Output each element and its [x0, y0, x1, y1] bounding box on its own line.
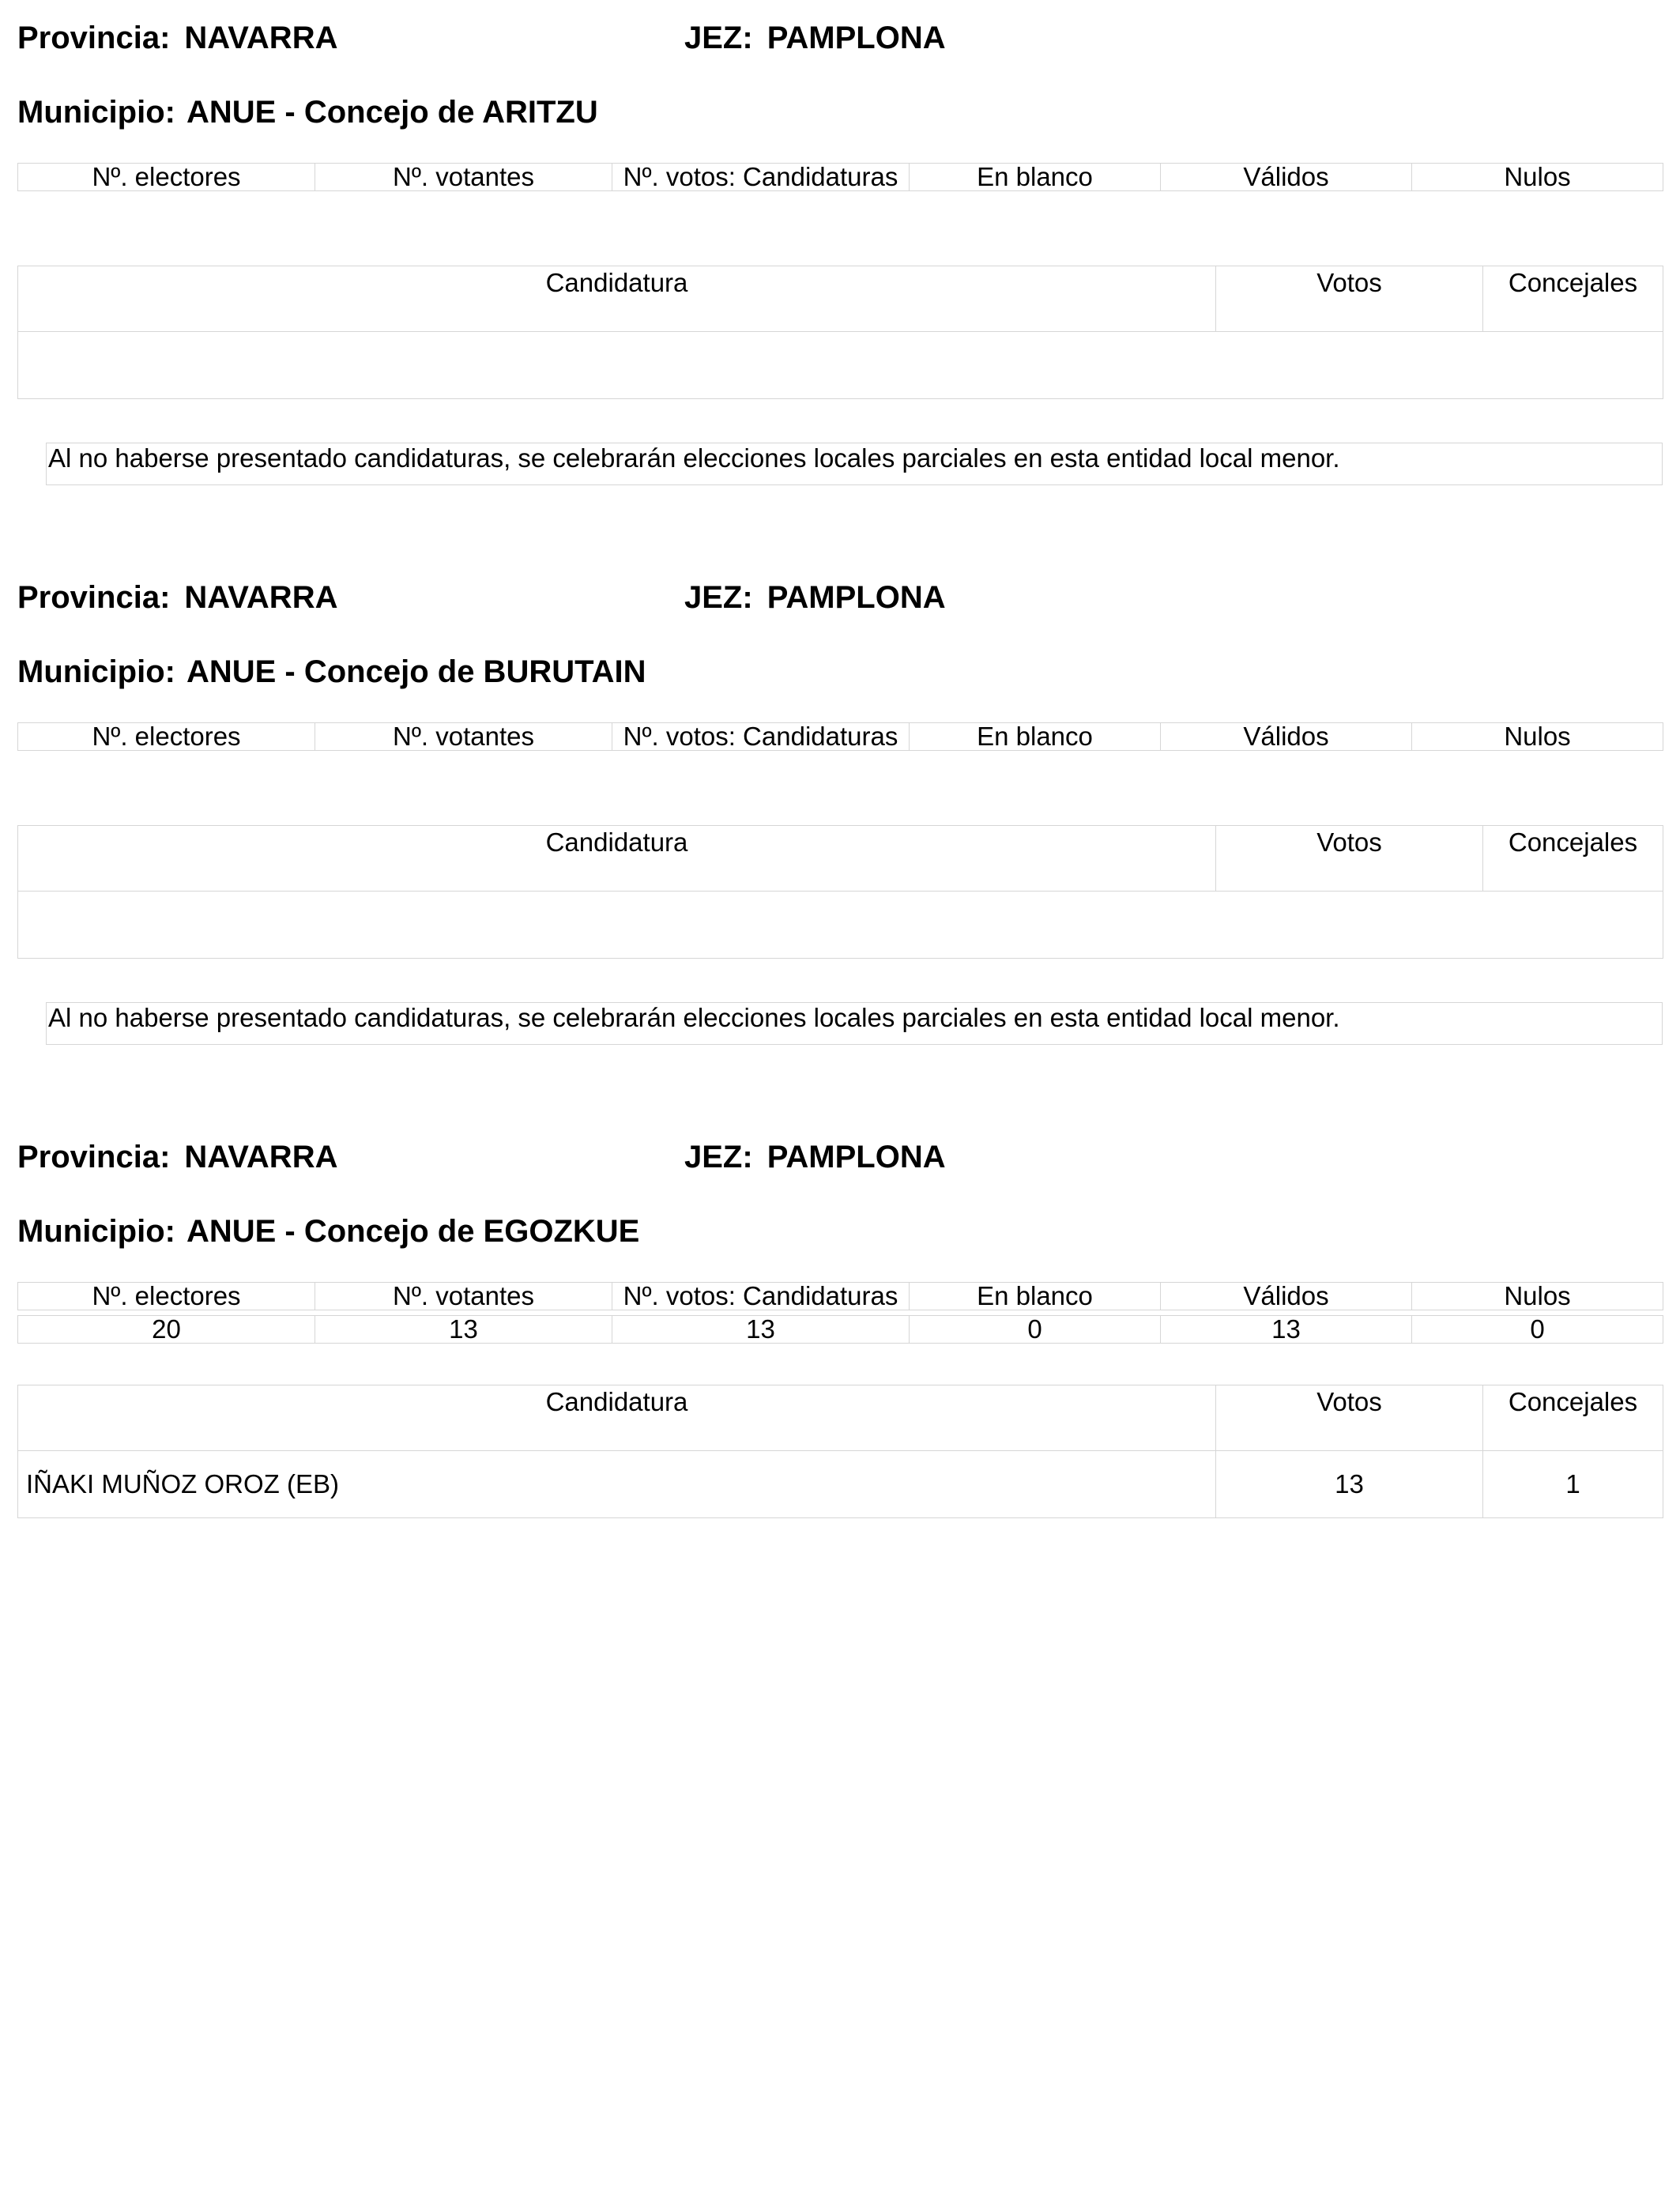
provincia-value: NAVARRA [184, 580, 338, 615]
stats-values-table [17, 1315, 1663, 1344]
provincia-label: Provincia: [17, 580, 171, 615]
provincia-label: Provincia: [17, 21, 171, 55]
candidatura-header: Candidatura [18, 1385, 1216, 1451]
no-candidatures-note: Al no haberse presentado candidaturas, se celebrarán elecciones locales parciales en esta entidad local menor. [46, 1002, 1663, 1045]
municipio-header [17, 96, 598, 128]
candidatura-header-row [18, 266, 1663, 332]
stat-header-votantes: Nº. votantes [315, 164, 612, 191]
municipio-header [17, 656, 646, 688]
jez-header [684, 22, 946, 54]
stat-value-votos-candidaturas: 13 [612, 1316, 910, 1344]
stat-value-nulos: 0 [1412, 1316, 1663, 1344]
jez-header [684, 1141, 946, 1173]
jez-label: JEZ: [684, 1140, 753, 1174]
candidatura-header-row [18, 1385, 1663, 1451]
empty-candidatura-row [18, 892, 1663, 959]
provincia-value: NAVARRA [184, 21, 338, 55]
candidatura-header: Candidatura [18, 266, 1216, 332]
stat-header-electores: Nº. electores [18, 164, 315, 191]
provincia-header [17, 22, 337, 54]
municipio-value: ANUE - Concejo de BURUTAIN [186, 654, 646, 689]
section-egozkue [0, 1119, 1680, 1672]
stat-value-validos: 13 [1161, 1316, 1412, 1344]
section-aritzu [0, 0, 1680, 553]
provincia-label: Provincia: [17, 1140, 171, 1174]
candidate-concejales: 1 [1483, 1451, 1663, 1518]
stat-header-votos-candidaturas: Nº. votos: Candidaturas [612, 723, 910, 751]
stat-header-nulos: Nulos [1412, 723, 1663, 751]
stats-header-table [17, 163, 1663, 191]
votos-header: Votos [1216, 266, 1483, 332]
stat-value-electores: 20 [18, 1316, 315, 1344]
stat-header-nulos: Nulos [1412, 164, 1663, 191]
candidatura-row [18, 1451, 1663, 1518]
provincia-header [17, 582, 337, 613]
stat-header-votantes: Nº. votantes [315, 723, 612, 751]
stat-header-votos-candidaturas: Nº. votos: Candidaturas [612, 1283, 910, 1310]
stats-header-row [18, 1283, 1663, 1310]
provincia-value: NAVARRA [184, 1140, 338, 1174]
candidatura-table [17, 266, 1663, 399]
municipio-value: ANUE - Concejo de EGOZKUE [186, 1214, 640, 1249]
jez-value: PAMPLONA [767, 21, 946, 55]
stat-header-votantes: Nº. votantes [315, 1283, 612, 1310]
jez-value: PAMPLONA [767, 580, 946, 615]
section-burutain [0, 560, 1680, 1113]
stat-header-electores: Nº. electores [18, 1283, 315, 1310]
empty-cell [18, 332, 1663, 399]
candidate-votos: 13 [1216, 1451, 1483, 1518]
concejales-header: Concejales [1483, 266, 1663, 332]
votos-header: Votos [1216, 826, 1483, 892]
stat-header-nulos: Nulos [1412, 1283, 1663, 1310]
jez-label: JEZ: [684, 21, 753, 55]
candidatura-header: Candidatura [18, 826, 1216, 892]
stat-header-en-blanco: En blanco [910, 1283, 1161, 1310]
stats-header-table [17, 1282, 1663, 1310]
stat-value-en-blanco: 0 [910, 1316, 1161, 1344]
stat-header-en-blanco: En blanco [910, 164, 1161, 191]
stat-header-validos: Válidos [1161, 723, 1412, 751]
stats-header-row [18, 723, 1663, 751]
no-candidatures-note: Al no haberse presentado candidaturas, se celebrarán elecciones locales parciales en esta entidad local menor. [46, 443, 1663, 485]
municipio-label: Municipio: [17, 95, 175, 130]
stat-header-electores: Nº. electores [18, 723, 315, 751]
provincia-header [17, 1141, 337, 1173]
stat-header-en-blanco: En blanco [910, 723, 1161, 751]
municipio-label: Municipio: [17, 1214, 175, 1249]
stat-header-validos: Válidos [1161, 1283, 1412, 1310]
stats-header-row [18, 164, 1663, 191]
jez-value: PAMPLONA [767, 1140, 946, 1174]
municipio-label: Municipio: [17, 654, 175, 689]
jez-label: JEZ: [684, 580, 753, 615]
stats-header-table [17, 722, 1663, 751]
votos-header: Votos [1216, 1385, 1483, 1451]
municipio-value: ANUE - Concejo de ARITZU [186, 95, 598, 130]
concejales-header: Concejales [1483, 1385, 1663, 1451]
candidatura-table [17, 1385, 1663, 1518]
stats-values-row [18, 1316, 1663, 1344]
stat-value-votantes: 13 [315, 1316, 612, 1344]
concejales-header: Concejales [1483, 826, 1663, 892]
municipio-header [17, 1216, 639, 1247]
stat-header-validos: Válidos [1161, 164, 1412, 191]
jez-header [684, 582, 946, 613]
candidate-name: IÑAKI MUÑOZ OROZ (EB) [18, 1451, 1216, 1518]
stat-header-votos-candidaturas: Nº. votos: Candidaturas [612, 164, 910, 191]
candidatura-table [17, 825, 1663, 959]
empty-candidatura-row [18, 332, 1663, 399]
candidatura-header-row [18, 826, 1663, 892]
empty-cell [18, 892, 1663, 959]
